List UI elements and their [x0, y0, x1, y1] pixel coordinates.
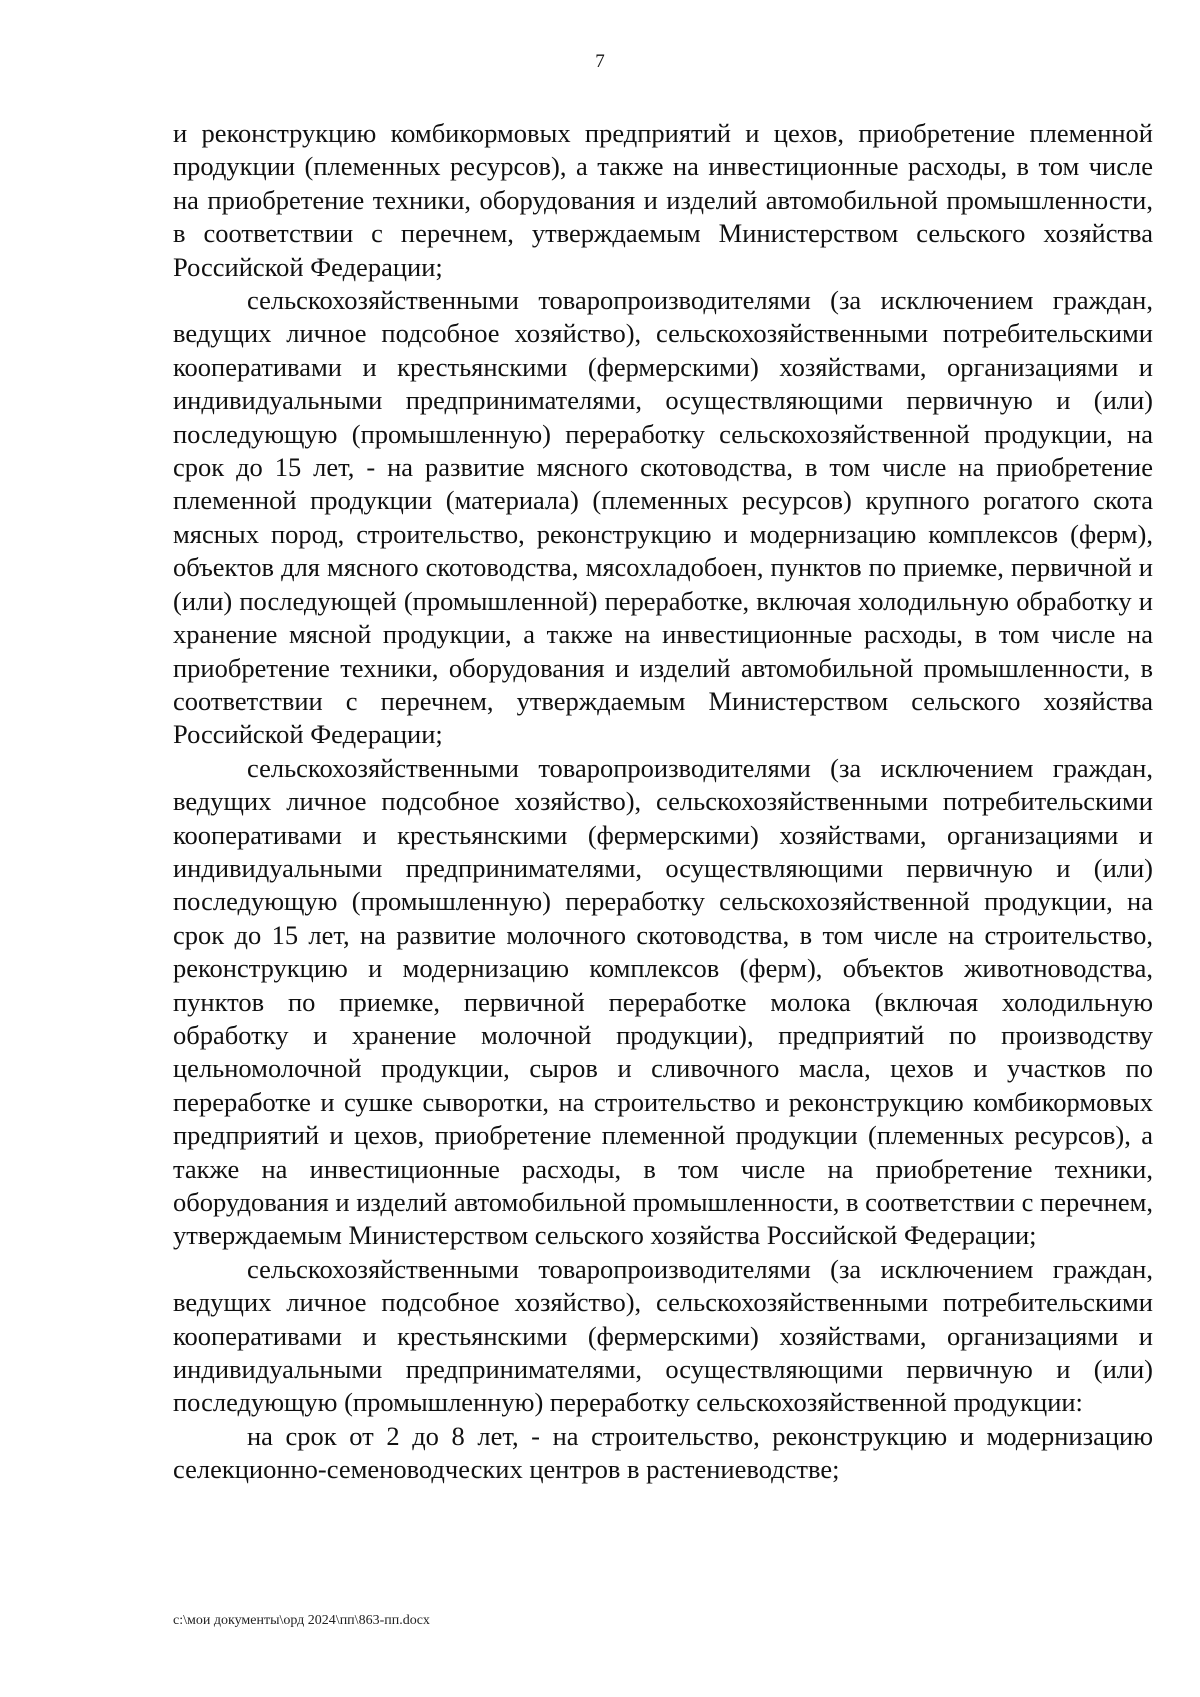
- footer-file-path: c:\мои документы\орд 2024\пп\863-пп.docx: [173, 1613, 430, 1628]
- paragraph-meat-cattle: сельскохозяйственными товаропроизводителями (за исключением граждан, ведущих личное подсобное хозяйство), сельскохозяйственными потребительскими кооперативами и крестьянскими (фермерскими) хозяйствами, организациями и индивидуальными предпринимателями, осуществляющими первичную и (или) последующую (промышленную) переработку сельскохозяйственной продукции, на срок до 15 лет, - на развитие мясного скотоводства, в том числе на приобретение племенной продукции (материала) (племенных ресурсов) крупного рогатого скота мясных пород, строительство, реконструкцию и модернизацию комплексов (ферм), объектов для мясного скотоводства, мясохладобоен, пунктов по приемке, первичной и (или) последующей (промышленной) переработке, включая холодильную обработку и хранение мясной продукции, а также на инвестиционные расходы, в том числе на приобретение техники, оборудования и изделий автомобильной промышленности, в соответствии с перечнем, утверждаемым Министерством сельского хозяйства Российской Федерации;: [173, 285, 1153, 750]
- paragraph-continuation: и реконструкцию комбикормовых предприятий и цехов, приобретение племенной продукции (племенных ресурсов), а также на инвестиционные расходы, в том числе на приобретение техники, оборудования и изделий автомобильной промышленности, в соответствии с перечнем, утверждаемым Министерством сельского хозяйства Российской Федерации;: [173, 118, 1153, 282]
- page-number: 7: [595, 51, 605, 72]
- paragraph-seed-centers: на срок от 2 до 8 лет, - на строительство, реконструкцию и модернизацию селекционно-семеноводческих центров в растениеводстве;: [173, 1420, 1153, 1485]
- document-body: [173, 117, 1153, 1487]
- paragraph-dairy-cattle: сельскохозяйственными товаропроизводителями (за исключением граждан, ведущих личное подсобное хозяйство), сельскохозяйственными потребительскими кооперативами и крестьянскими (фермерскими) хозяйствами, организациями и индивидуальными предпринимателями, осуществляющими первичную и (или) последующую (промышленную) переработку сельскохозяйственной продукции, на срок до 15 лет, на развитие молочного скотоводства, в том числе на строительство, реконструкцию и модернизацию комплексов (ферм), объектов животноводства, пунктов по приемке, первичной переработке молока (включая холодильную обработку и хранение молочной продукции), предприятий по производству цельномолочной продукции, сыров и сливочного масла, цехов и участков по переработке и сушке сыворотки, на строительство и реконструкцию комбикормовых предприятий и цехов, приобретение племенной продукции (племенных ресурсов), а также на инвестиционные расходы, в том числе на приобретение техники, оборудования и изделий автомобильной промышленности, в соответствии с перечнем, утверждаемым Министерством сельского хозяйства Российской Федерации;: [173, 752, 1153, 1251]
- paragraph-producers-list: сельскохозяйственными товаропроизводителями (за исключением граждан, ведущих личное подсобное хозяйство), сельскохозяйственными потребительскими кооперативами и крестьянскими (фермерскими) хозяйствами, организациями и индивидуальными предпринимателями, осуществляющими первичную и (или) последующую (промышленную) переработку сельскохозяйственной продукции:: [173, 1253, 1153, 1418]
